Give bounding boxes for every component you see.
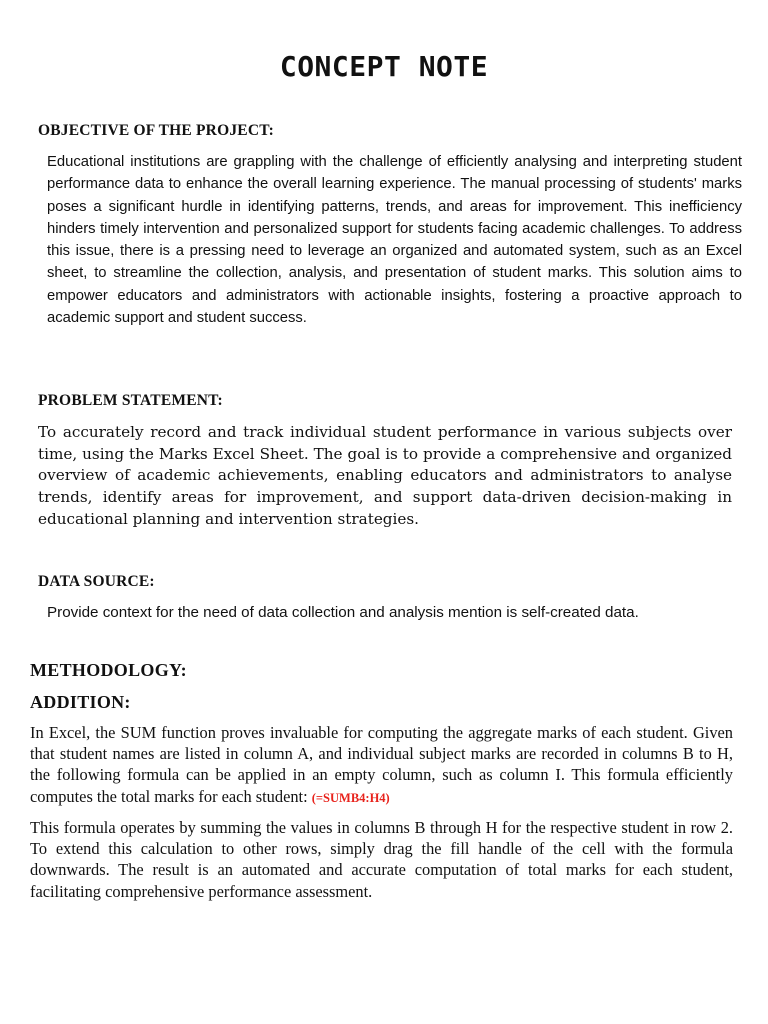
page-title: CONCEPT NOTE [279, 50, 489, 83]
methodology-heading: METHODOLOGY: [30, 660, 187, 680]
addition-paragraph-2: This formula operates by summing the values in columns B through H for the respective student in row 2. To extend this calculation to other rows, simply drag the fill handle of the cell with the formula downwards. The result is an automated and accurate computation of total marks for each student, facilitating comprehensive performance assessment. [30, 818, 733, 901]
data-source-heading: DATA SOURCE: [38, 573, 155, 590]
sum-formula: (=SUMB4:H4) [311, 790, 390, 805]
addition-body-text: In Excel, the SUM function proves invaluable for computing the aggregate marks of each student. Given that student names are listed in column A, and individual subject marks are recorded in columns B to H, the following formula can be applied in an empty column, such as column I. This formula efficiently computes the total marks for each student: [30, 723, 733, 806]
data-source-paragraph: Provide context for the need of data collection and analysis mention is self-created data. [47, 604, 639, 621]
addition-paragraph-1 [30, 722, 733, 809]
objective-heading: OBJECTIVE OF THE PROJECT: [38, 122, 274, 139]
problem-heading: PROBLEM STATEMENT: [38, 392, 223, 409]
objective-paragraph: Educational institutions are grappling with the challenge of efficiently analysing and interpreting student performance data to enhance the overall learning experience. The manual processing of students' marks poses a significant hurdle in identifying patterns, trends, and areas for improvement. This inefficiency hinders timely intervention and personalized support for students facing academic challenges. To address this issue, there is a pressing need to leverage an organized and automated system, such as an Excel sheet, to streamline the collection, analysis, and presentation of student marks. This solution aims to empower educators and administrators with actionable insights, fostering a proactive approach to academic support and student success. [47, 154, 742, 327]
problem-paragraph: To accurately record and track individual student performance in various subjects over time, using the Marks Excel Sheet. The goal is to provide a comprehensive and organized overview of academic achievements, enabling educators and administrators to analyse trends, identify areas for improvement, and support data-driven decision-making in educational planning and intervention strategies. [38, 423, 732, 528]
addition-heading: ADDITION: [30, 692, 131, 712]
